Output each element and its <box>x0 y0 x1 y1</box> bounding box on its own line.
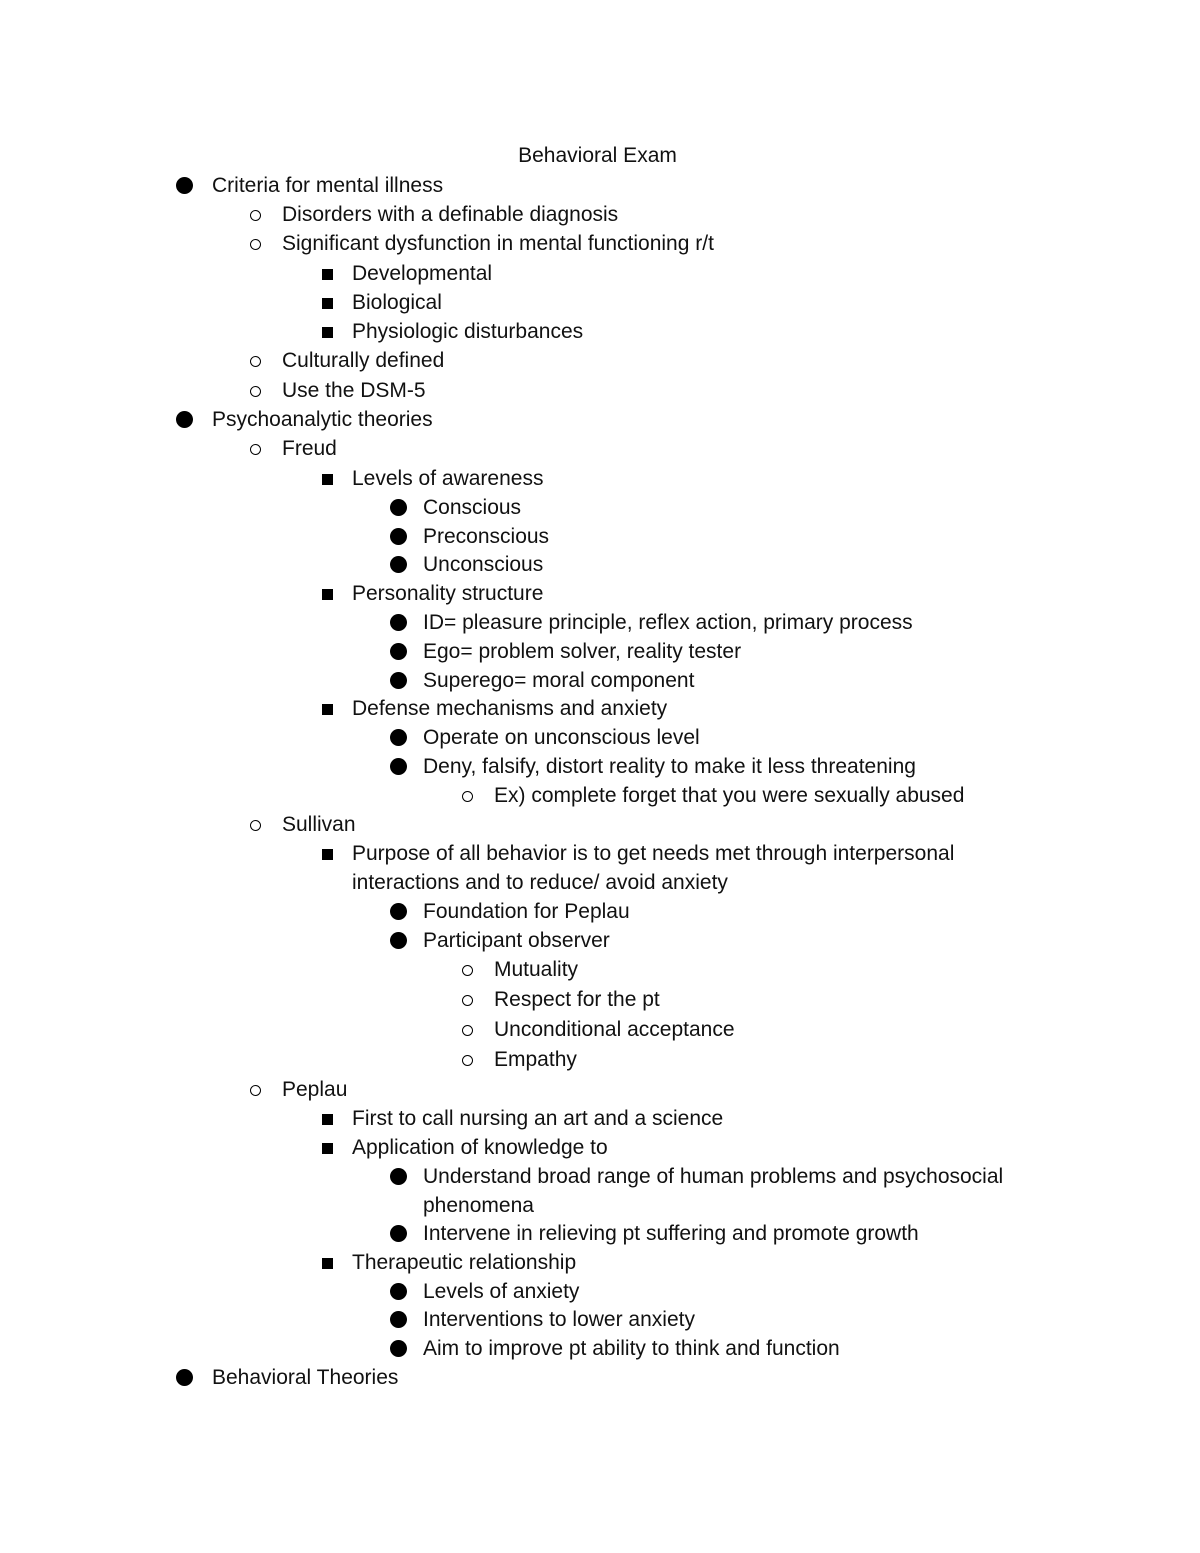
list-item-text: Physiologic disturbances <box>352 320 584 343</box>
circle-bullet-icon <box>250 239 261 250</box>
document-title: Behavioral Exam <box>518 144 677 167</box>
list-item-text: Culturally defined <box>282 349 445 372</box>
disc-bullet-icon <box>390 499 407 516</box>
list-item <box>0 1363 1200 1392</box>
disc-bullet-icon <box>390 614 407 631</box>
circle-bullet-icon <box>462 995 473 1006</box>
list-item-text: Respect for the pt <box>494 988 660 1011</box>
list-item <box>0 1045 1200 1074</box>
disc-bullet-icon <box>176 177 193 194</box>
square-bullet-icon <box>322 327 333 338</box>
list-item-text: Peplau <box>282 1078 348 1101</box>
list-item-text: Application of knowledge to <box>352 1136 608 1159</box>
list-item <box>0 723 1200 752</box>
list-item <box>0 868 1200 897</box>
list-item-text: Intervene in relieving pt suffering and promote growth <box>423 1222 919 1245</box>
list-item-text: Sullivan <box>282 813 356 836</box>
list-item <box>0 259 1200 288</box>
circle-bullet-icon <box>250 356 261 367</box>
disc-bullet-icon <box>390 672 407 689</box>
list-item-text: Levels of anxiety <box>423 1280 580 1303</box>
list-item-text: Psychoanalytic theories <box>212 408 433 431</box>
list-item-text: Defense mechanisms and anxiety <box>352 697 668 720</box>
list-item-text: Purpose of all behavior is to get needs met through interpersonal <box>352 842 955 865</box>
list-item <box>0 1104 1200 1133</box>
disc-bullet-icon <box>390 729 407 746</box>
list-item <box>0 317 1200 346</box>
list-item <box>0 1277 1200 1306</box>
list-item-text: Operate on unconscious level <box>423 726 700 749</box>
disc-bullet-icon <box>390 528 407 545</box>
list-item-text: Personality structure <box>352 582 544 605</box>
list-item-text: Understand broad range of human problems and psychosocial <box>423 1165 1004 1188</box>
list-item-text: Use the DSM-5 <box>282 379 426 402</box>
list-item-text: Deny, falsify, distort reality to make it less threatening <box>423 755 916 778</box>
list-item-text: Conscious <box>423 496 522 519</box>
list-item <box>0 1133 1200 1162</box>
list-item <box>0 376 1200 405</box>
list-item-text: Aim to improve pt ability to think and function <box>423 1337 840 1360</box>
square-bullet-icon <box>322 474 333 485</box>
list-item-text: Behavioral Theories <box>212 1366 399 1389</box>
square-bullet-icon <box>322 849 333 860</box>
list-item <box>0 666 1200 695</box>
list-item <box>0 926 1200 955</box>
disc-bullet-icon <box>390 556 407 573</box>
circle-bullet-icon <box>250 210 261 221</box>
list-item <box>0 897 1200 926</box>
list-item <box>0 839 1200 868</box>
list-item <box>0 464 1200 493</box>
disc-bullet-icon <box>390 903 407 920</box>
list-item <box>0 810 1200 839</box>
disc-bullet-icon <box>390 1283 407 1300</box>
list-item <box>0 200 1200 229</box>
list-item <box>0 781 1200 810</box>
disc-bullet-icon <box>390 932 407 949</box>
square-bullet-icon <box>322 269 333 280</box>
disc-bullet-icon <box>176 1369 193 1386</box>
list-item <box>0 550 1200 579</box>
list-item-text: Freud <box>282 437 337 460</box>
list-item-text: Participant observer <box>423 929 610 952</box>
list-item <box>0 229 1200 258</box>
list-item <box>0 608 1200 637</box>
list-item-text: Interventions to lower anxiety <box>423 1308 695 1331</box>
list-item-text: phenomena <box>423 1194 534 1217</box>
list-item <box>0 985 1200 1014</box>
list-item-text: Levels of awareness <box>352 467 544 490</box>
circle-bullet-icon <box>250 444 261 455</box>
list-item <box>0 493 1200 522</box>
circle-bullet-icon <box>250 386 261 397</box>
circle-bullet-icon <box>250 1085 261 1096</box>
list-item-text: Developmental <box>352 262 493 285</box>
disc-bullet-icon <box>390 1168 407 1185</box>
list-item <box>0 522 1200 551</box>
list-item-text: First to call nursing an art and a science <box>352 1107 724 1130</box>
list-item <box>0 1219 1200 1248</box>
disc-bullet-icon <box>390 1340 407 1357</box>
disc-bullet-icon <box>390 643 407 660</box>
list-item-text: Criteria for mental illness <box>212 174 444 197</box>
list-item <box>0 1075 1200 1104</box>
disc-bullet-icon <box>176 411 193 428</box>
list-item <box>0 288 1200 317</box>
circle-bullet-icon <box>462 791 473 802</box>
list-item <box>0 955 1200 984</box>
list-item <box>0 1248 1200 1277</box>
list-item <box>0 1305 1200 1334</box>
list-item <box>0 1334 1200 1363</box>
circle-bullet-icon <box>462 1025 473 1036</box>
list-item <box>0 752 1200 781</box>
list-item <box>0 405 1200 434</box>
list-item-text: Ego= problem solver, reality tester <box>423 640 742 663</box>
list-item-text: Significant dysfunction in mental functioning r/t <box>282 232 714 255</box>
list-item-text: Empathy <box>494 1048 577 1071</box>
list-item-text: ID= pleasure principle, reflex action, primary process <box>423 611 913 634</box>
list-item-text: Unconscious <box>423 553 544 576</box>
square-bullet-icon <box>322 589 333 600</box>
square-bullet-icon <box>322 704 333 715</box>
disc-bullet-icon <box>390 1311 407 1328</box>
list-item-text: Preconscious <box>423 525 550 548</box>
list-item-text: Ex) complete forget that you were sexually abused <box>494 784 965 807</box>
list-item <box>0 1162 1200 1191</box>
circle-bullet-icon <box>250 820 261 831</box>
list-item <box>0 579 1200 608</box>
list-item-text: Foundation for Peplau <box>423 900 630 923</box>
list-item <box>0 1015 1200 1044</box>
list-item <box>0 171 1200 200</box>
list-item <box>0 637 1200 666</box>
list-item <box>0 434 1200 463</box>
list-item-text: interactions and to reduce/ avoid anxiety <box>352 871 728 894</box>
list-item-text: Therapeutic relationship <box>352 1251 577 1274</box>
square-bullet-icon <box>322 1143 333 1154</box>
square-bullet-icon <box>322 298 333 309</box>
list-item-text: Superego= moral component <box>423 669 695 692</box>
list-item-text: Biological <box>352 291 442 314</box>
list-item-text: Mutuality <box>494 958 579 981</box>
list-item-text: Disorders with a definable diagnosis <box>282 203 619 226</box>
disc-bullet-icon <box>390 758 407 775</box>
list-item <box>0 1191 1200 1220</box>
list-item <box>0 346 1200 375</box>
list-item <box>0 694 1200 723</box>
square-bullet-icon <box>322 1258 333 1269</box>
circle-bullet-icon <box>462 1055 473 1066</box>
disc-bullet-icon <box>390 1225 407 1242</box>
square-bullet-icon <box>322 1114 333 1125</box>
circle-bullet-icon <box>462 965 473 976</box>
list-item-text: Unconditional acceptance <box>494 1018 735 1041</box>
